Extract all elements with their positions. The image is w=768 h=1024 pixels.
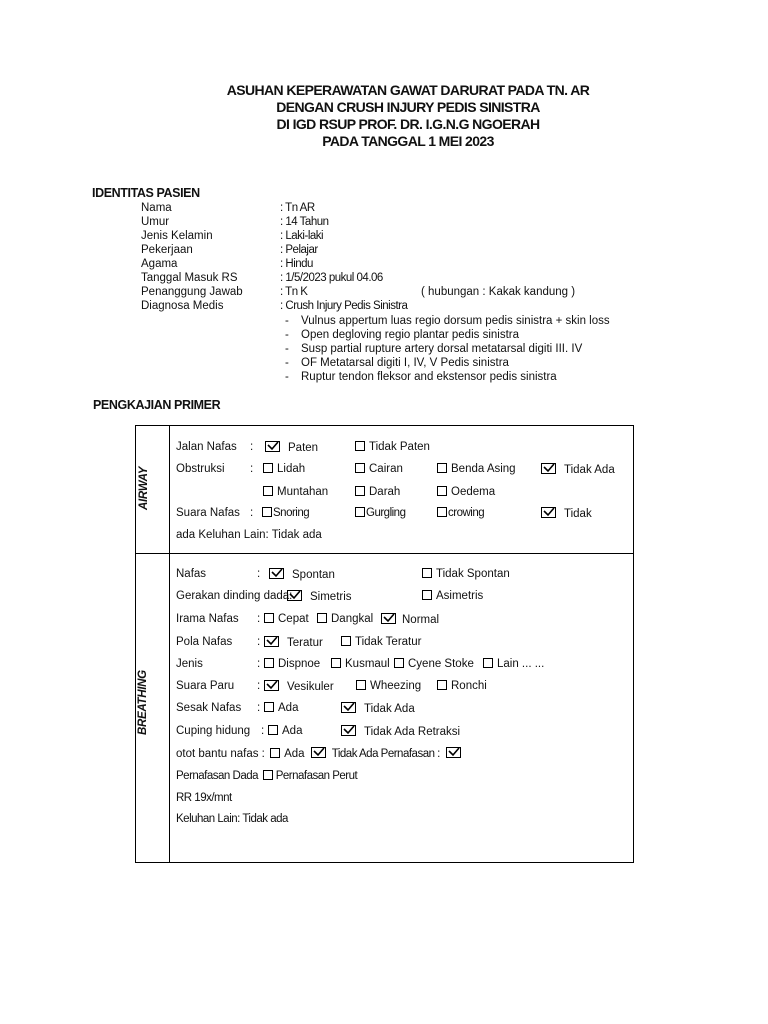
checkbox-icon[interactable] bbox=[268, 725, 278, 735]
checkbox-icon[interactable] bbox=[355, 507, 365, 517]
option-label: Tidak Teratur bbox=[355, 636, 422, 648]
field-value-jenis-kelamin: : Laki-laki bbox=[280, 230, 324, 242]
option-label: Tidak Paten bbox=[369, 441, 430, 453]
rr-value: RR 19x/mnt bbox=[176, 792, 232, 804]
nafas-label: Nafas bbox=[176, 568, 207, 580]
checkbox-icon[interactable] bbox=[331, 658, 341, 668]
field-value-pekerjaan: : Pelajar bbox=[280, 244, 318, 256]
option-sesak-tidak-ada[interactable] bbox=[341, 702, 415, 715]
option-normal[interactable] bbox=[381, 613, 439, 626]
checked-checkbox-icon[interactable] bbox=[287, 590, 302, 601]
colon: : bbox=[257, 658, 261, 670]
option-dispnoe[interactable] bbox=[264, 658, 320, 670]
field-label-penanggung-jawab: Penanggung Jawab bbox=[141, 286, 243, 298]
option-label: Benda Asing bbox=[451, 463, 516, 475]
document-title-line2: DENGAN CRUSH INJURY PEDIS SINISTRA bbox=[276, 99, 540, 115]
colon: : bbox=[257, 702, 261, 714]
diagnosis-bullet: - bbox=[285, 315, 289, 327]
breathing-side-label: BREATHING bbox=[137, 670, 149, 735]
option-cuping-ada[interactable] bbox=[268, 725, 302, 737]
option-gurgling[interactable] bbox=[355, 507, 405, 519]
option-label: Oedema bbox=[451, 486, 496, 498]
checkbox-icon[interactable] bbox=[263, 463, 273, 473]
field-label-umur: Umur bbox=[141, 216, 170, 228]
checkbox-icon[interactable] bbox=[355, 463, 365, 473]
option-label: Tidak Ada bbox=[564, 464, 615, 476]
option-snoring[interactable] bbox=[262, 507, 309, 519]
option-spontan[interactable] bbox=[269, 568, 335, 581]
option-label: Tidak Ada bbox=[364, 703, 415, 715]
option-label: Paten bbox=[288, 442, 319, 454]
checked-checkbox-icon[interactable] bbox=[541, 507, 556, 518]
field-value-nama: : Tn AR bbox=[280, 202, 315, 214]
obstruksi-label: Obstruksi bbox=[176, 463, 225, 475]
colon: : bbox=[257, 613, 261, 625]
option-label: Cairan bbox=[369, 463, 403, 475]
option-label: Teratur bbox=[287, 637, 323, 649]
option-cyene-stoke[interactable] bbox=[394, 658, 474, 670]
option-label: Asimetris bbox=[436, 590, 484, 602]
colon: : bbox=[261, 725, 265, 737]
cuping-label: Cuping hidung bbox=[176, 725, 251, 737]
pernafasan-row bbox=[176, 770, 357, 782]
diagnosis-bullet: - bbox=[285, 371, 289, 383]
checked-checkbox-icon[interactable] bbox=[311, 747, 326, 758]
primer-heading: PENGKAJIAN PRIMER bbox=[93, 398, 221, 412]
option-label: Cyene Stoke bbox=[408, 658, 474, 670]
airway-side-label: AIRWAY bbox=[138, 466, 150, 510]
diagnosis-item: Vulnus appertum luas regio dorsum pedis sinistra + skin loss bbox=[301, 315, 610, 327]
diagnosis-item: OF Metatarsal digiti I, IV, V Pedis sinistra bbox=[301, 357, 509, 369]
pola-label: Pola Nafas bbox=[176, 636, 233, 648]
option-tidak-teratur[interactable] bbox=[341, 636, 421, 648]
option-label: Ada bbox=[278, 702, 299, 714]
checkbox-icon[interactable] bbox=[437, 680, 447, 690]
option-tidak-ada[interactable] bbox=[541, 463, 615, 476]
colon: : bbox=[250, 441, 254, 453]
option-label: Snoring bbox=[273, 507, 310, 519]
checkbox-icon[interactable] bbox=[356, 680, 366, 690]
checked-checkbox-icon[interactable] bbox=[341, 702, 356, 713]
jenis-label: Jenis bbox=[176, 658, 203, 670]
option-label: Ronchi bbox=[451, 680, 487, 692]
option-label: Lain ... ... bbox=[497, 658, 545, 670]
field-label-tanggal-masuk: Tanggal Masuk RS bbox=[141, 272, 238, 284]
option-tidak-spontan[interactable] bbox=[422, 568, 510, 580]
option-benda-asing[interactable] bbox=[437, 463, 516, 475]
sesak-label: Sesak Nafas bbox=[176, 702, 242, 714]
otot-bantu-row bbox=[176, 747, 469, 760]
option-vesikuler[interactable] bbox=[264, 680, 334, 693]
colon: : bbox=[257, 680, 261, 692]
document-title-line4: PADA TANGGAL 1 MEI 2023 bbox=[322, 133, 494, 149]
diagnosis-item: Susp partial rupture artery dorsal metatarsal digiti III. IV bbox=[301, 343, 583, 355]
checkbox-icon[interactable] bbox=[422, 568, 432, 578]
checkbox-icon[interactable] bbox=[341, 636, 351, 646]
suara-paru-label: Suara Paru bbox=[176, 680, 235, 692]
checkbox-icon[interactable] bbox=[263, 486, 273, 496]
field-value-tanggal-masuk: : 1/5/2023 pukul 04.06 bbox=[280, 272, 383, 284]
field-value-agama: : Hindu bbox=[280, 258, 313, 270]
checked-checkbox-icon[interactable] bbox=[446, 747, 461, 758]
option-dangkal[interactable] bbox=[317, 613, 373, 625]
pernafasan-dada-label: Pernafasan Dada bbox=[176, 770, 259, 782]
relationship-note: ( hubungan : Kakak kandung ) bbox=[421, 286, 576, 298]
option-label: Darah bbox=[369, 486, 401, 498]
option-teratur[interactable] bbox=[264, 636, 323, 649]
field-label-pekerjaan: Pekerjaan bbox=[141, 244, 193, 256]
option-label: Dispnoe bbox=[278, 658, 321, 670]
option-darah[interactable] bbox=[355, 486, 400, 498]
pernafasan-perut-label: Pernafasan Perut bbox=[275, 770, 358, 782]
checkbox-icon[interactable] bbox=[264, 658, 274, 668]
option-cepat[interactable] bbox=[264, 613, 309, 625]
field-label-agama: Agama bbox=[141, 258, 178, 270]
option-simetris[interactable] bbox=[287, 590, 352, 603]
option-oedema[interactable] bbox=[437, 486, 495, 498]
option-tidak-ada-retraksi[interactable] bbox=[341, 725, 460, 738]
diagnosis-item: Ruptur tendon fleksor and ekstensor pedis sinistra bbox=[301, 371, 557, 383]
checkbox-icon[interactable] bbox=[483, 658, 493, 668]
option-lidah[interactable] bbox=[263, 463, 305, 475]
checked-checkbox-icon[interactable] bbox=[381, 613, 396, 624]
option-label: Kusmaul bbox=[345, 658, 390, 670]
checkbox-icon[interactable] bbox=[270, 748, 280, 758]
option-label: Simetris bbox=[310, 591, 352, 603]
diagnosis-bullet: - bbox=[285, 343, 289, 355]
colon: : bbox=[250, 507, 254, 519]
field-value-penanggung-jawab: : Tn K bbox=[280, 286, 308, 298]
option-label: Tidak Spontan bbox=[436, 568, 510, 580]
option-label: Tidak bbox=[564, 508, 592, 520]
option-tidak-paten[interactable] bbox=[355, 441, 430, 453]
gerakan-label: Gerakan dinding dada: bbox=[176, 590, 293, 602]
option-ronchi[interactable] bbox=[437, 680, 487, 692]
option-label: Normal bbox=[402, 614, 440, 626]
otot-bantu-label: otot bantu nafas : bbox=[176, 748, 265, 760]
checkbox-icon[interactable] bbox=[355, 441, 365, 451]
checkbox-icon[interactable] bbox=[262, 507, 272, 517]
option-crowing[interactable] bbox=[437, 507, 484, 519]
option-label: Spontan bbox=[292, 569, 335, 581]
identitas-heading: IDENTITAS PASIEN bbox=[92, 186, 200, 200]
option-muntahan[interactable] bbox=[263, 486, 328, 498]
colon: : bbox=[257, 636, 261, 648]
field-label-diagnosa: Diagnosa Medis bbox=[141, 300, 224, 312]
checkbox-icon[interactable] bbox=[264, 702, 274, 712]
option-label: Tidak Ada Pernafasan : bbox=[331, 748, 440, 760]
checkbox-icon[interactable] bbox=[263, 770, 273, 780]
diagnosis-bullet: - bbox=[285, 357, 289, 369]
checkbox-icon[interactable] bbox=[317, 613, 327, 623]
checked-checkbox-icon[interactable] bbox=[269, 568, 284, 579]
option-wheezing[interactable] bbox=[356, 680, 421, 692]
option-paten[interactable] bbox=[265, 441, 318, 454]
table-row-divider bbox=[135, 553, 633, 554]
option-label: crowing bbox=[448, 507, 485, 519]
airway-keluhan: ada Keluhan Lain: Tidak ada bbox=[176, 529, 322, 541]
option-label: Cepat bbox=[278, 613, 309, 625]
checkbox-icon[interactable] bbox=[355, 486, 365, 496]
irama-label: Irama Nafas bbox=[176, 613, 239, 625]
option-label: Ada bbox=[282, 725, 303, 737]
option-label: Wheezing bbox=[370, 680, 422, 692]
option-label: Tidak Ada Retraksi bbox=[364, 726, 461, 738]
table-column-divider bbox=[169, 425, 170, 862]
document-title-line1: ASUHAN KEPERAWATAN GAWAT DARURAT PADA TN. AR bbox=[226, 82, 590, 98]
option-cairan[interactable] bbox=[355, 463, 403, 475]
option-label: Muntahan bbox=[277, 486, 329, 498]
diagnosis-bullet: - bbox=[285, 329, 289, 341]
checkbox-icon[interactable] bbox=[394, 658, 404, 668]
checked-checkbox-icon[interactable] bbox=[341, 725, 356, 736]
breathing-keluhan: Keluhan Lain: Tidak ada bbox=[176, 813, 288, 825]
field-label-nama: Nama bbox=[141, 202, 172, 214]
option-label: Vesikuler bbox=[287, 681, 334, 693]
suara-nafas-label: Suara Nafas bbox=[176, 507, 240, 519]
field-value-diagnosa: : Crush Injury Pedis Sinistra bbox=[280, 300, 408, 312]
option-lain[interactable] bbox=[483, 658, 544, 670]
checkbox-icon[interactable] bbox=[422, 590, 432, 600]
colon: : bbox=[250, 463, 254, 475]
document-title-line3: DI IGD RSUP PROF. DR. I.G.N.G NGOERAH bbox=[276, 116, 540, 132]
option-label: Lidah bbox=[277, 463, 306, 475]
field-label-jenis-kelamin: Jenis Kelamin bbox=[141, 230, 213, 242]
option-tidak[interactable] bbox=[541, 507, 592, 520]
option-label: Gurgling bbox=[366, 507, 406, 519]
checked-checkbox-icon[interactable] bbox=[541, 463, 556, 474]
option-sesak-ada[interactable] bbox=[264, 702, 298, 714]
option-asimetris[interactable] bbox=[422, 590, 483, 602]
field-value-umur: : 14 Tahun bbox=[280, 216, 329, 228]
checked-checkbox-icon[interactable] bbox=[265, 441, 280, 452]
diagnosis-item: Open degloving regio plantar pedis sinistra bbox=[301, 329, 519, 341]
option-label: Ada bbox=[284, 748, 305, 760]
checkbox-icon[interactable] bbox=[437, 486, 447, 496]
checked-checkbox-icon[interactable] bbox=[264, 636, 279, 647]
option-label: Dangkal bbox=[331, 613, 374, 625]
checkbox-icon[interactable] bbox=[264, 613, 274, 623]
checkbox-icon[interactable] bbox=[437, 463, 447, 473]
checked-checkbox-icon[interactable] bbox=[264, 680, 279, 691]
jalan-nafas-label: Jalan Nafas bbox=[176, 441, 237, 453]
checkbox-icon[interactable] bbox=[437, 507, 447, 517]
option-kusmaul[interactable] bbox=[331, 658, 390, 670]
colon: : bbox=[257, 568, 261, 580]
